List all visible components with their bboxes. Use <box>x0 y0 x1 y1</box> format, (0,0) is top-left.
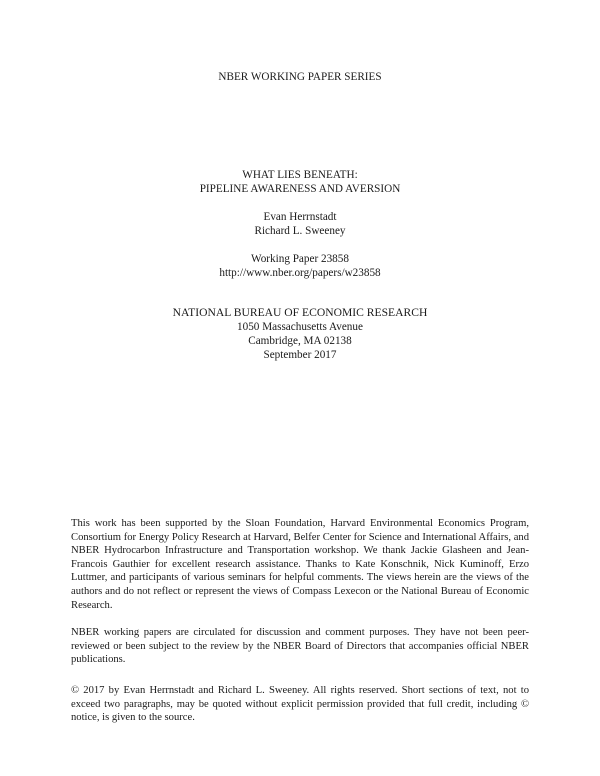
acknowledgements-text: This work has been supported by the Sloan Foundation, Harvard Environmental Economics Program, Consortium for Energy Policy Research at Harvard, Belfer Center for Science and International Affairs, and NBER Hydrocarbon Infrastructure and Transportation workshop. We thank Jackie Glasheen and Jean-Francois Gauthier for excellent research assistance. Thanks to Kate Konschnik, Nick Kuminoff, Erzo Luttmer, and participants of various seminars for helpful comments. The views herein are the views of the authors and do not reflect or represent the views of Compass Lexecon or the National Bureau of Economic Research. <box>71 518 529 611</box>
disclaimer-text: NBER working papers are circulated for discussion and comment purposes. They have not been peer-reviewed or been subject to the review by the NBER Board of Directors that accompanies official NBER publications. <box>71 627 529 666</box>
paper-url[interactable]: http://www.nber.org/papers/w23858 <box>219 267 381 279</box>
title-line-1: WHAT LIES BENEATH: <box>242 169 358 181</box>
disclaimer <box>71 626 529 667</box>
acknowledgements <box>71 517 529 612</box>
author-list <box>0 210 600 238</box>
publication-date: September 2017 <box>263 349 337 361</box>
institution-city: Cambridge, MA 02138 <box>248 335 352 347</box>
title-line-2: PIPELINE AWARENESS AND AVERSION <box>199 183 401 195</box>
copyright-notice <box>71 684 529 725</box>
institution-block <box>0 306 600 362</box>
paper-info <box>0 252 600 280</box>
working-paper-number: Working Paper 23858 <box>251 253 349 265</box>
copyright-text: © 2017 by Evan Herrnstadt and Richard L. Sweeney. All rights reserved. Short sections of text, not to exceed two paragraphs, may be quoted without explicit permission provided that full credit, including © notice, is given to the source. <box>71 685 529 724</box>
author-name: Evan Herrnstadt <box>263 211 337 223</box>
series-header <box>0 70 600 84</box>
series-name: NBER WORKING PAPER SERIES <box>218 71 382 83</box>
paper-title <box>0 168 600 196</box>
author-name: Richard L. Sweeney <box>254 225 346 237</box>
institution-name: NATIONAL BUREAU OF ECONOMIC RESEARCH <box>172 306 428 319</box>
institution-street: 1050 Massachusetts Avenue <box>237 321 363 333</box>
